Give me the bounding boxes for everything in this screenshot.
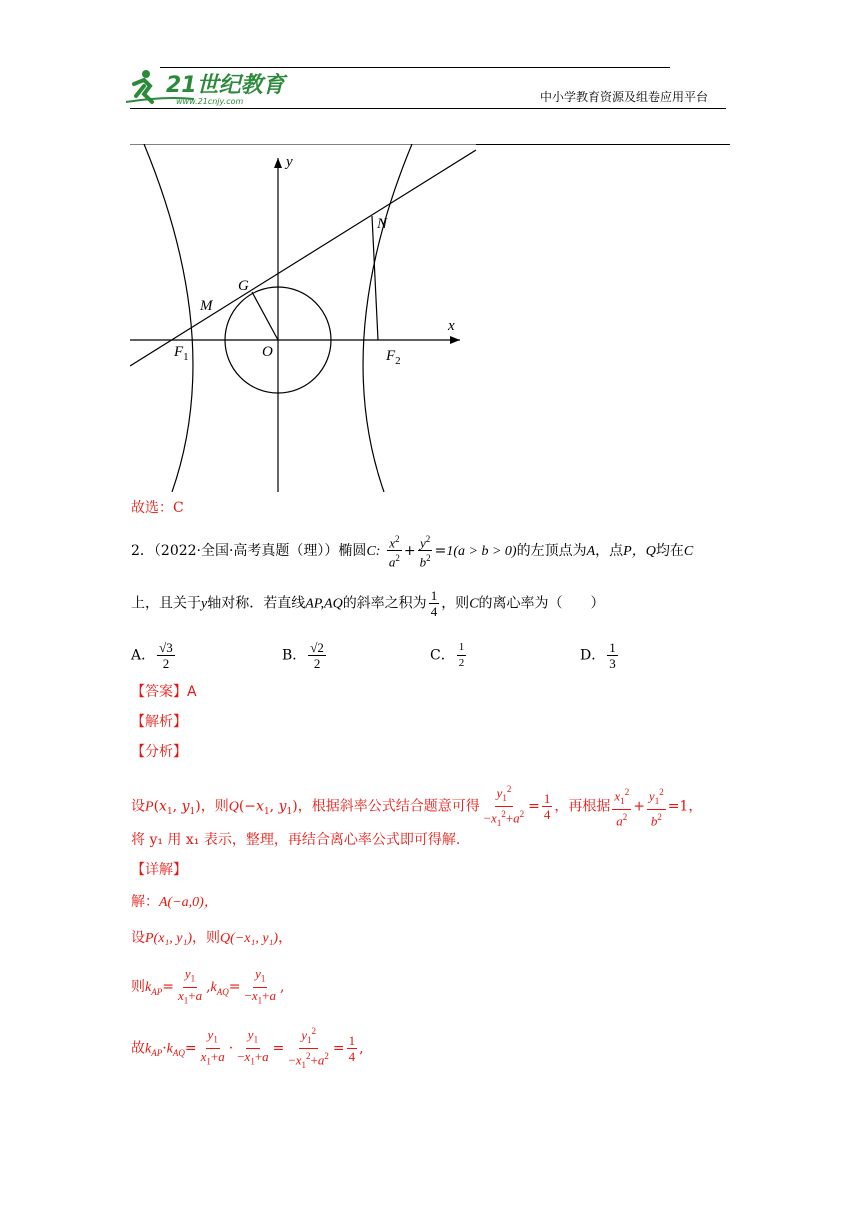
detail-tag: 【详解】	[131, 862, 187, 878]
svg-text:21世纪教育: 21世纪教育	[166, 73, 285, 98]
hyperbola-figure	[130, 144, 476, 492]
solution-line-4: 故$k_{AP}\cdot k_{AQ}=$ $\frac{y_1}{x_1+a}$ · $\frac{y_1}{-x_1+a}$ = $\frac{y_1^2}{-x_1^2+a^2}$ = $\frac{1}{4}$ ,	[131, 1026, 364, 1070]
previous-answer: 故选：C	[131, 500, 184, 516]
x-axis-arrow	[450, 336, 460, 344]
label-N: N	[377, 216, 388, 232]
label-M: M	[200, 298, 213, 314]
fenxi-tag: 【分析】	[131, 744, 187, 760]
label-G: G	[238, 278, 249, 294]
analysis-tag: 【解析】	[131, 714, 187, 730]
solution-line-3: 则$k_{AP}=$ $\frac{y_1}{x_1+a}$ $,k_{AQ}=$ $\frac{y_1}{-x_1+a}$ ,	[131, 966, 285, 1006]
label-F2: $F_2$	[386, 348, 401, 367]
option-b[interactable]: B． $\frac{√2}{2}$	[282, 640, 324, 671]
label-O: O	[262, 344, 273, 360]
segment-OG	[252, 292, 278, 340]
question-2-line-1: 2．（2022·全国·高考真题（理））椭圆C: $\frac{x^2}{a^2}$ + $\frac{y^2}{b^2}$ =1(a > b > 0)的左顶点为A，点P，Q均在C	[131, 534, 694, 570]
answer-tag: 【答案】A	[131, 684, 197, 700]
option-a[interactable]: A． $\frac{√3}{2}$	[131, 640, 173, 671]
y-axis-arrow	[274, 158, 282, 168]
hyperbola-left-branch	[144, 144, 193, 492]
line-F1-N	[130, 150, 476, 366]
header-bottom-rule	[130, 108, 726, 109]
header-platform-name: 中小学教育资源及组卷应用平台	[540, 90, 709, 104]
option-d[interactable]: D． $\frac{1}{3}$	[580, 640, 616, 671]
figure-top-rule	[476, 144, 730, 145]
label-F1: $F_1$	[174, 344, 189, 363]
fenxi-line-1: 设$P(x_1$, $y_1$)，则$Q(-x_1$, $y_1$)，根据斜率公式结合题意可得 $\frac{y_1^2}{-x_1^2+a^2}$ = $\frac{1}{4}$ ，再根据 $\frac{x_1^2}{a^2}$ + $\frac{y_1^2}{b^2}$ =1，	[131, 784, 703, 829]
segment-NF2	[372, 216, 378, 340]
svg-text:www.21cnjy.com: www.21cnjy.com	[176, 97, 244, 106]
fenxi-line-2: 将 y₁ 用 x₁ 表示，整理，再结合离心率公式即可得解.	[131, 832, 461, 848]
question-2-line-2: 上，且关于y轴对称．若直线AP,AQ的斜率之积为 $\frac{1}{4}$ ，则C的离心率为（ ）	[131, 588, 605, 619]
solution-line-2: 设P(x₁, y₁)，则Q(−x₁, y₁)，	[131, 930, 293, 946]
label-y: y	[286, 154, 293, 170]
option-c[interactable]: C． $\frac{1}{2}$	[430, 641, 465, 669]
solution-line-1: 解：A(−a,0)，	[131, 894, 218, 910]
label-x: x	[448, 318, 455, 334]
site-logo	[124, 66, 294, 108]
hyperbola-right-branch	[363, 144, 412, 492]
